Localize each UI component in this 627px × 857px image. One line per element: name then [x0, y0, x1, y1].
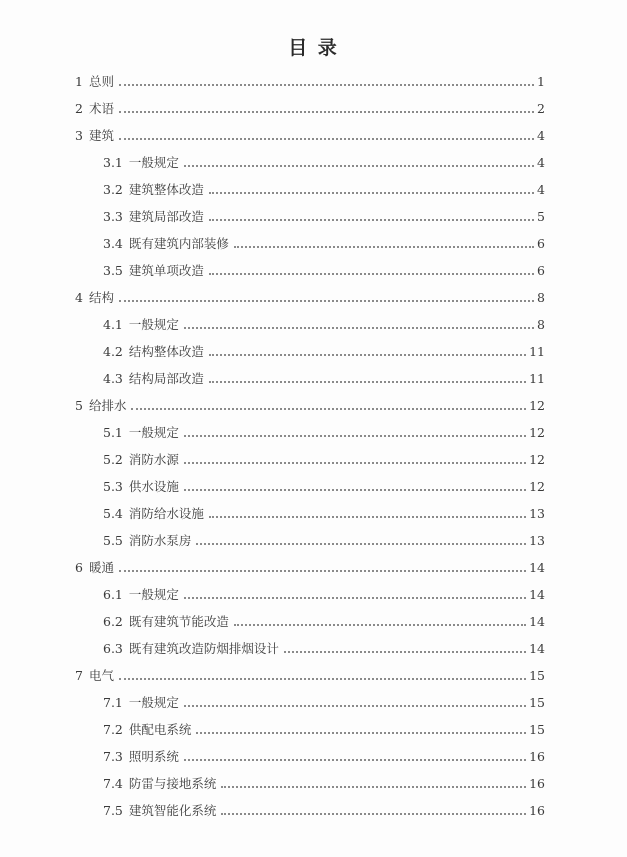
- toc-entry-label: [103, 695, 181, 711]
- toc-entry-text: 一般规定: [128, 695, 179, 710]
- toc-entry-number: 4: [75, 290, 83, 305]
- dot-leader: [184, 327, 534, 329]
- toc-page-number: 16: [529, 749, 545, 764]
- toc-entry-label: [103, 776, 218, 792]
- toc-entry-7-1[interactable]: [103, 689, 545, 711]
- dot-leader: [184, 705, 526, 707]
- toc-entry-7[interactable]: [75, 662, 545, 684]
- toc-page-number: 12: [529, 452, 545, 467]
- toc-entry-number: 3.2: [103, 182, 123, 197]
- toc-entry-text: 既有建筑内部装修: [128, 236, 229, 251]
- toc-entry-label: [103, 803, 218, 819]
- dot-leader: [221, 813, 526, 815]
- dot-leader: [119, 138, 534, 140]
- toc-entry-number: 7.5: [103, 803, 123, 818]
- dot-leader: [284, 651, 526, 653]
- toc-page-number: 12: [529, 425, 545, 440]
- toc-page-number: 2: [537, 101, 545, 116]
- toc-entry-text: 一般规定: [128, 155, 179, 170]
- toc-entry-5-2[interactable]: [103, 446, 545, 468]
- toc-page-number: 11: [529, 371, 545, 386]
- toc-entry-text: 总则: [88, 74, 114, 89]
- toc-page-number: 14: [529, 560, 545, 575]
- toc-entry-label: [103, 425, 181, 441]
- dot-leader: [184, 435, 526, 437]
- toc-entry-number: 5.3: [103, 479, 123, 494]
- toc-entry-5-5[interactable]: [103, 527, 545, 549]
- toc-entry-number: 7.2: [103, 722, 123, 737]
- toc-page-number: 14: [529, 641, 545, 656]
- toc-page-number: 4: [537, 155, 545, 170]
- dot-leader: [131, 408, 526, 410]
- toc-entry-number: 3: [75, 128, 83, 143]
- toc-page-number: 5: [537, 209, 545, 224]
- toc-entry-label: [75, 398, 128, 414]
- dot-leader: [119, 300, 534, 302]
- toc-entry-7-4[interactable]: [103, 770, 545, 792]
- toc-entry-text: 术语: [88, 101, 114, 116]
- toc-entry-label: [103, 506, 206, 522]
- toc-entry-label: [103, 641, 281, 657]
- toc-entry-text: 暖通: [88, 560, 114, 575]
- dot-leader: [209, 354, 526, 356]
- toc-entry-text: 结构整体改造: [128, 344, 204, 359]
- toc-entry-text: 给排水: [88, 398, 127, 413]
- toc-entry-number: 5: [75, 398, 83, 413]
- toc-page-number: 12: [529, 398, 545, 413]
- toc-entry-text: 消防给水设施: [128, 506, 204, 521]
- toc-entry-label: [103, 209, 206, 225]
- toc-entry-4[interactable]: [75, 284, 545, 306]
- toc-entry-label: [103, 722, 193, 738]
- toc-page-number: 14: [529, 587, 545, 602]
- toc-entry-label: [103, 263, 206, 279]
- dot-leader: [184, 489, 526, 491]
- dot-leader: [209, 381, 526, 383]
- dot-leader: [184, 759, 526, 761]
- toc-entry-text: 供配电系统: [128, 722, 192, 737]
- toc-entry-3-2[interactable]: [103, 176, 545, 198]
- toc-entry-number: 6: [75, 560, 83, 575]
- toc-page-number: 4: [537, 128, 545, 143]
- toc-page-number: 8: [537, 290, 545, 305]
- toc-entry-3-3[interactable]: [103, 203, 545, 225]
- toc-page-number: 15: [529, 722, 545, 737]
- toc-entry-text: 建筑智能化系统: [128, 803, 217, 818]
- toc-entry-3-5[interactable]: [103, 257, 545, 279]
- toc-entry-number: 4.1: [103, 317, 123, 332]
- toc-entry-label: [75, 560, 116, 576]
- toc-entry-3-4[interactable]: [103, 230, 545, 252]
- dot-leader: [196, 543, 526, 545]
- toc-entry-label: [103, 155, 181, 171]
- toc-page-number: 12: [529, 479, 545, 494]
- toc-page-number: 6: [537, 263, 545, 278]
- toc-entry-text: 一般规定: [128, 317, 179, 332]
- toc-entry-number: 5.5: [103, 533, 123, 548]
- toc-entry-text: 消防水泵房: [128, 533, 192, 548]
- toc-entry-label: [75, 668, 116, 684]
- toc-entry-4-1[interactable]: [103, 311, 545, 333]
- dot-leader: [184, 165, 534, 167]
- toc-entry-7-3[interactable]: [103, 743, 545, 765]
- toc-entry-number: 3.4: [103, 236, 123, 251]
- toc-page-number: 8: [537, 317, 545, 332]
- toc-entry-5-1[interactable]: [103, 419, 545, 441]
- toc-entry-label: [103, 533, 193, 549]
- toc-entry-text: 一般规定: [128, 425, 179, 440]
- toc-entry-label: [103, 371, 206, 387]
- dot-leader: [184, 597, 526, 599]
- toc-entry-label: [75, 128, 116, 144]
- toc-entry-2[interactable]: [75, 95, 545, 117]
- toc-entry-text: 结构局部改造: [128, 371, 204, 386]
- toc-entry-6[interactable]: [75, 554, 545, 576]
- toc-entry-label: [103, 452, 181, 468]
- toc-entry-text: 防雷与接地系统: [128, 776, 217, 791]
- toc-entry-label: [103, 479, 181, 495]
- toc-entry-number: 6.3: [103, 641, 123, 656]
- toc-entry-number: 7.3: [103, 749, 123, 764]
- toc-entry-label: [103, 182, 206, 198]
- toc-entry-text: 建筑单项改造: [128, 263, 204, 278]
- dot-leader: [209, 192, 534, 194]
- dot-leader: [119, 84, 534, 86]
- toc-entry-6-2[interactable]: [103, 608, 545, 630]
- toc-entry-number: 5.2: [103, 452, 123, 467]
- toc-entry-text: 供水设施: [128, 479, 179, 494]
- toc-entry-label: [103, 749, 181, 765]
- toc-page-number: 16: [529, 776, 545, 791]
- toc-entry-1[interactable]: [75, 68, 545, 90]
- toc-entry-text: 照明系统: [128, 749, 179, 764]
- dot-leader: [209, 219, 534, 221]
- toc-entry-number: 6.1: [103, 587, 123, 602]
- toc-entry-5-4[interactable]: [103, 500, 545, 522]
- toc-entry-6-1[interactable]: [103, 581, 545, 603]
- toc-page-number: 13: [529, 506, 545, 521]
- dot-leader: [221, 786, 526, 788]
- toc-entry-text: 一般规定: [128, 587, 179, 602]
- toc-page-number: 15: [529, 668, 545, 683]
- toc-entry-7-5[interactable]: [103, 797, 545, 819]
- toc-entry-text: 建筑整体改造: [128, 182, 204, 197]
- toc-entry-text: 建筑: [88, 128, 114, 143]
- toc-entry-label: [103, 317, 181, 333]
- toc-entry-label: [75, 74, 116, 90]
- toc-entry-label: [103, 587, 181, 603]
- toc-page-number: 1: [537, 74, 545, 89]
- toc-page-number: 14: [529, 614, 545, 629]
- toc-entry-number: 5.1: [103, 425, 123, 440]
- dot-leader: [234, 624, 526, 626]
- toc-entry-text: 既有建筑改造防烟排烟设计: [128, 641, 279, 656]
- toc-entry-label: [103, 236, 231, 252]
- toc-entry-text: 既有建筑节能改造: [128, 614, 229, 629]
- dot-leader: [119, 570, 526, 572]
- toc-page-number: 11: [529, 344, 545, 359]
- dot-leader: [209, 516, 526, 518]
- toc-entry-3[interactable]: [75, 122, 545, 144]
- toc-entry-4-3[interactable]: [103, 365, 545, 387]
- dot-leader: [209, 273, 534, 275]
- dot-leader: [119, 678, 526, 680]
- toc-entry-label: [75, 290, 116, 306]
- toc-page-number: 6: [537, 236, 545, 251]
- toc-entry-4-2[interactable]: [103, 338, 545, 360]
- page-title: 目 录: [288, 37, 339, 59]
- toc-entry-label: [103, 614, 231, 630]
- toc-entry-6-3[interactable]: [103, 635, 545, 657]
- dot-leader: [119, 111, 534, 113]
- toc-page-number: 4: [537, 182, 545, 197]
- toc-entry-number: 2: [75, 101, 83, 116]
- toc-entry-7-2[interactable]: [103, 716, 545, 738]
- toc-entry-5[interactable]: [75, 392, 545, 414]
- toc-entry-number: 5.4: [103, 506, 123, 521]
- toc-entry-text: 结构: [88, 290, 114, 305]
- toc-entry-label: [75, 101, 116, 117]
- toc-entry-number: 7.1: [103, 695, 123, 710]
- toc-entry-number: 3.1: [103, 155, 123, 170]
- toc-entry-number: 4.3: [103, 371, 123, 386]
- toc-entry-text: 电气: [88, 668, 114, 683]
- toc-entry-5-3[interactable]: [103, 473, 545, 495]
- toc-entry-number: 6.2: [103, 614, 123, 629]
- toc-entry-label: [103, 344, 206, 360]
- toc-page-number: 15: [529, 695, 545, 710]
- toc-entry-number: 4.2: [103, 344, 123, 359]
- toc-entry-number: 3.5: [103, 263, 123, 278]
- toc-page-number: 13: [529, 533, 545, 548]
- toc-entry-text: 建筑局部改造: [128, 209, 204, 224]
- toc-page-number: 16: [529, 803, 545, 818]
- dot-leader: [234, 246, 534, 248]
- toc-entry-number: 3.3: [103, 209, 123, 224]
- toc-entry-number: 1: [75, 74, 83, 89]
- toc-entry-3-1[interactable]: [103, 149, 545, 171]
- toc-entry-number: 7: [75, 668, 83, 683]
- toc-entry-text: 消防水源: [128, 452, 179, 467]
- toc-entry-number: 7.4: [103, 776, 123, 791]
- dot-leader: [196, 732, 526, 734]
- dot-leader: [184, 462, 526, 464]
